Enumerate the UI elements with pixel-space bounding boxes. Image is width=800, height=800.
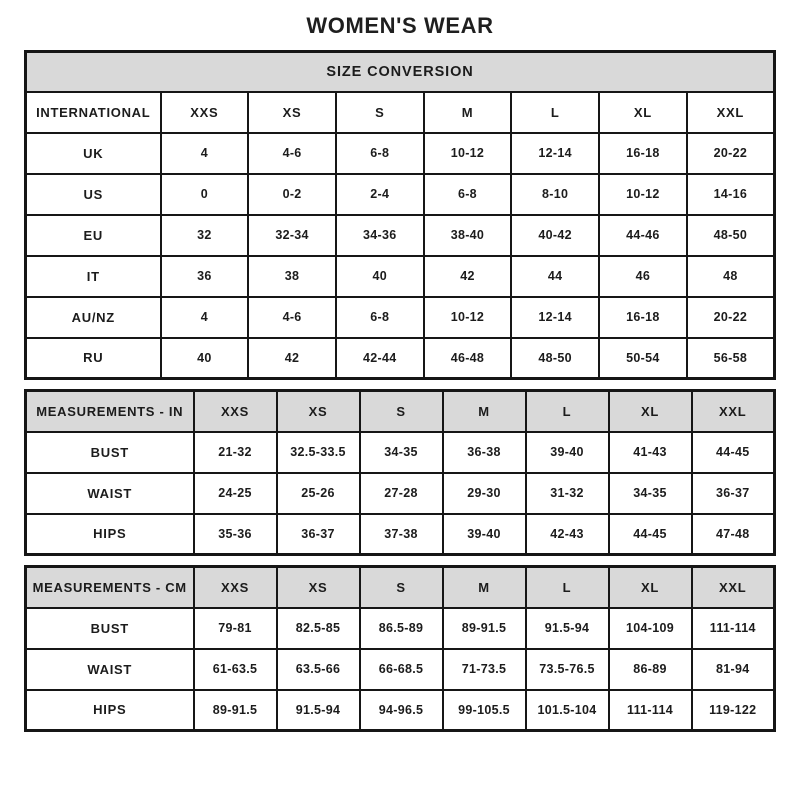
- table-row: [26, 174, 775, 215]
- cell-value: 91.5-94: [526, 608, 609, 649]
- measurements-cm-table: [24, 565, 776, 732]
- size-column-header: M: [443, 567, 526, 608]
- cell-value: 39-40: [526, 432, 609, 473]
- row-label: EU: [26, 215, 161, 256]
- row-label: HIPS: [26, 690, 194, 731]
- cell-value: 44-46: [599, 215, 687, 256]
- cell-value: 37-38: [360, 514, 443, 555]
- cell-value: 29-30: [443, 473, 526, 514]
- row-label: BUST: [26, 432, 194, 473]
- measurements-cm-header-label: MEASUREMENTS - CM: [26, 567, 194, 608]
- cell-value: 36: [161, 256, 249, 297]
- cell-value: 81-94: [692, 649, 775, 690]
- size-conversion-header-row: [26, 92, 775, 133]
- cell-value: 0-2: [248, 174, 336, 215]
- cell-value: 4: [161, 133, 249, 174]
- measurements-in-header-label: MEASUREMENTS - IN: [26, 391, 194, 432]
- cell-value: 27-28: [360, 473, 443, 514]
- cell-value: 46-48: [424, 338, 512, 379]
- size-column-header: XXL: [692, 567, 775, 608]
- cell-value: 16-18: [599, 297, 687, 338]
- cell-value: 42-43: [526, 514, 609, 555]
- cell-value: 61-63.5: [194, 649, 277, 690]
- cell-value: 63.5-66: [277, 649, 360, 690]
- cell-value: 71-73.5: [443, 649, 526, 690]
- cell-value: 89-91.5: [443, 608, 526, 649]
- cell-value: 21-32: [194, 432, 277, 473]
- cell-value: 32: [161, 215, 249, 256]
- cell-value: 82.5-85: [277, 608, 360, 649]
- cell-value: 79-81: [194, 608, 277, 649]
- size-conversion-grid: [24, 50, 776, 380]
- measurements-in-table: [24, 389, 776, 556]
- row-label: RU: [26, 338, 161, 379]
- cell-value: 34-36: [336, 215, 424, 256]
- size-conversion-banner-row: [26, 52, 775, 92]
- cell-value: 89-91.5: [194, 690, 277, 731]
- size-column-header: S: [360, 567, 443, 608]
- cell-value: 4: [161, 297, 249, 338]
- cell-value: 10-12: [599, 174, 687, 215]
- row-label: AU/NZ: [26, 297, 161, 338]
- cell-value: 6-8: [336, 133, 424, 174]
- size-column-header: XXS: [194, 567, 277, 608]
- cell-value: 20-22: [687, 133, 775, 174]
- cell-value: 73.5-76.5: [526, 649, 609, 690]
- row-label: US: [26, 174, 161, 215]
- cell-value: 42: [248, 338, 336, 379]
- measurements-cm-grid: [24, 565, 776, 732]
- size-column-header: XL: [609, 391, 692, 432]
- cell-value: 4-6: [248, 133, 336, 174]
- table-row: [26, 690, 775, 731]
- cell-value: 6-8: [336, 297, 424, 338]
- size-column-header: L: [526, 567, 609, 608]
- size-column-header: XS: [277, 567, 360, 608]
- cell-value: 6-8: [424, 174, 512, 215]
- size-column-header: XXS: [161, 92, 249, 133]
- table-row: [26, 256, 775, 297]
- cell-value: 0: [161, 174, 249, 215]
- cell-value: 91.5-94: [277, 690, 360, 731]
- cell-value: 42: [424, 256, 512, 297]
- cell-value: 40: [161, 338, 249, 379]
- cell-value: 111-114: [609, 690, 692, 731]
- cell-value: 34-35: [609, 473, 692, 514]
- cell-value: 38-40: [424, 215, 512, 256]
- size-column-header: XL: [599, 92, 687, 133]
- cell-value: 86-89: [609, 649, 692, 690]
- cell-value: 50-54: [599, 338, 687, 379]
- size-column-header: XL: [609, 567, 692, 608]
- cell-value: 42-44: [336, 338, 424, 379]
- cell-value: 2-4: [336, 174, 424, 215]
- cell-value: 66-68.5: [360, 649, 443, 690]
- table-row: [26, 608, 775, 649]
- size-column-header: M: [443, 391, 526, 432]
- table-row: [26, 649, 775, 690]
- cell-value: 25-26: [277, 473, 360, 514]
- cell-value: 40: [336, 256, 424, 297]
- table-row: [26, 215, 775, 256]
- cell-value: 20-22: [687, 297, 775, 338]
- cell-value: 12-14: [511, 133, 599, 174]
- cell-value: 10-12: [424, 133, 512, 174]
- row-label: BUST: [26, 608, 194, 649]
- size-column-header: S: [360, 391, 443, 432]
- size-column-header: XS: [277, 391, 360, 432]
- cell-value: 36-38: [443, 432, 526, 473]
- size-column-header: XS: [248, 92, 336, 133]
- cell-value: 94-96.5: [360, 690, 443, 731]
- cell-value: 101.5-104: [526, 690, 609, 731]
- size-conversion-banner: SIZE CONVERSION: [26, 52, 775, 92]
- cell-value: 16-18: [599, 133, 687, 174]
- row-label: WAIST: [26, 649, 194, 690]
- size-column-header: L: [511, 92, 599, 133]
- size-column-header: XXL: [687, 92, 775, 133]
- size-column-header: M: [424, 92, 512, 133]
- size-column-header: XXS: [194, 391, 277, 432]
- size-conversion-header-label: INTERNATIONAL: [26, 92, 161, 133]
- row-label: WAIST: [26, 473, 194, 514]
- cell-value: 99-105.5: [443, 690, 526, 731]
- cell-value: 14-16: [687, 174, 775, 215]
- cell-value: 46: [599, 256, 687, 297]
- cell-value: 31-32: [526, 473, 609, 514]
- cell-value: 44-45: [692, 432, 775, 473]
- cell-value: 48-50: [511, 338, 599, 379]
- cell-value: 36-37: [692, 473, 775, 514]
- cell-value: 36-37: [277, 514, 360, 555]
- measurements-in-header-row: [26, 391, 775, 432]
- cell-value: 47-48: [692, 514, 775, 555]
- size-column-header: L: [526, 391, 609, 432]
- cell-value: 119-122: [692, 690, 775, 731]
- cell-value: 39-40: [443, 514, 526, 555]
- size-column-header: S: [336, 92, 424, 133]
- cell-value: 104-109: [609, 608, 692, 649]
- cell-value: 4-6: [248, 297, 336, 338]
- measurements-cm-header-row: [26, 567, 775, 608]
- cell-value: 10-12: [424, 297, 512, 338]
- page-title: WOMEN'S WEAR: [306, 13, 494, 38]
- cell-value: 48-50: [687, 215, 775, 256]
- cell-value: 44: [511, 256, 599, 297]
- cell-value: 32.5-33.5: [277, 432, 360, 473]
- row-label: UK: [26, 133, 161, 174]
- cell-value: 56-58: [687, 338, 775, 379]
- cell-value: 8-10: [511, 174, 599, 215]
- cell-value: 40-42: [511, 215, 599, 256]
- cell-value: 41-43: [609, 432, 692, 473]
- table-row: [26, 297, 775, 338]
- cell-value: 32-34: [248, 215, 336, 256]
- cell-value: 35-36: [194, 514, 277, 555]
- cell-value: 38: [248, 256, 336, 297]
- cell-value: 24-25: [194, 473, 277, 514]
- cell-value: 12-14: [511, 297, 599, 338]
- measurements-in-grid: [24, 389, 776, 556]
- cell-value: 48: [687, 256, 775, 297]
- table-row: [26, 133, 775, 174]
- size-column-header: XXL: [692, 391, 775, 432]
- row-label: HIPS: [26, 514, 194, 555]
- row-label: IT: [26, 256, 161, 297]
- table-row: [26, 473, 775, 514]
- size-conversion-table: [24, 50, 776, 380]
- cell-value: 34-35: [360, 432, 443, 473]
- table-row: [26, 432, 775, 473]
- cell-value: 44-45: [609, 514, 692, 555]
- cell-value: 111-114: [692, 608, 775, 649]
- table-row: [26, 338, 775, 379]
- cell-value: 86.5-89: [360, 608, 443, 649]
- table-row: [26, 514, 775, 555]
